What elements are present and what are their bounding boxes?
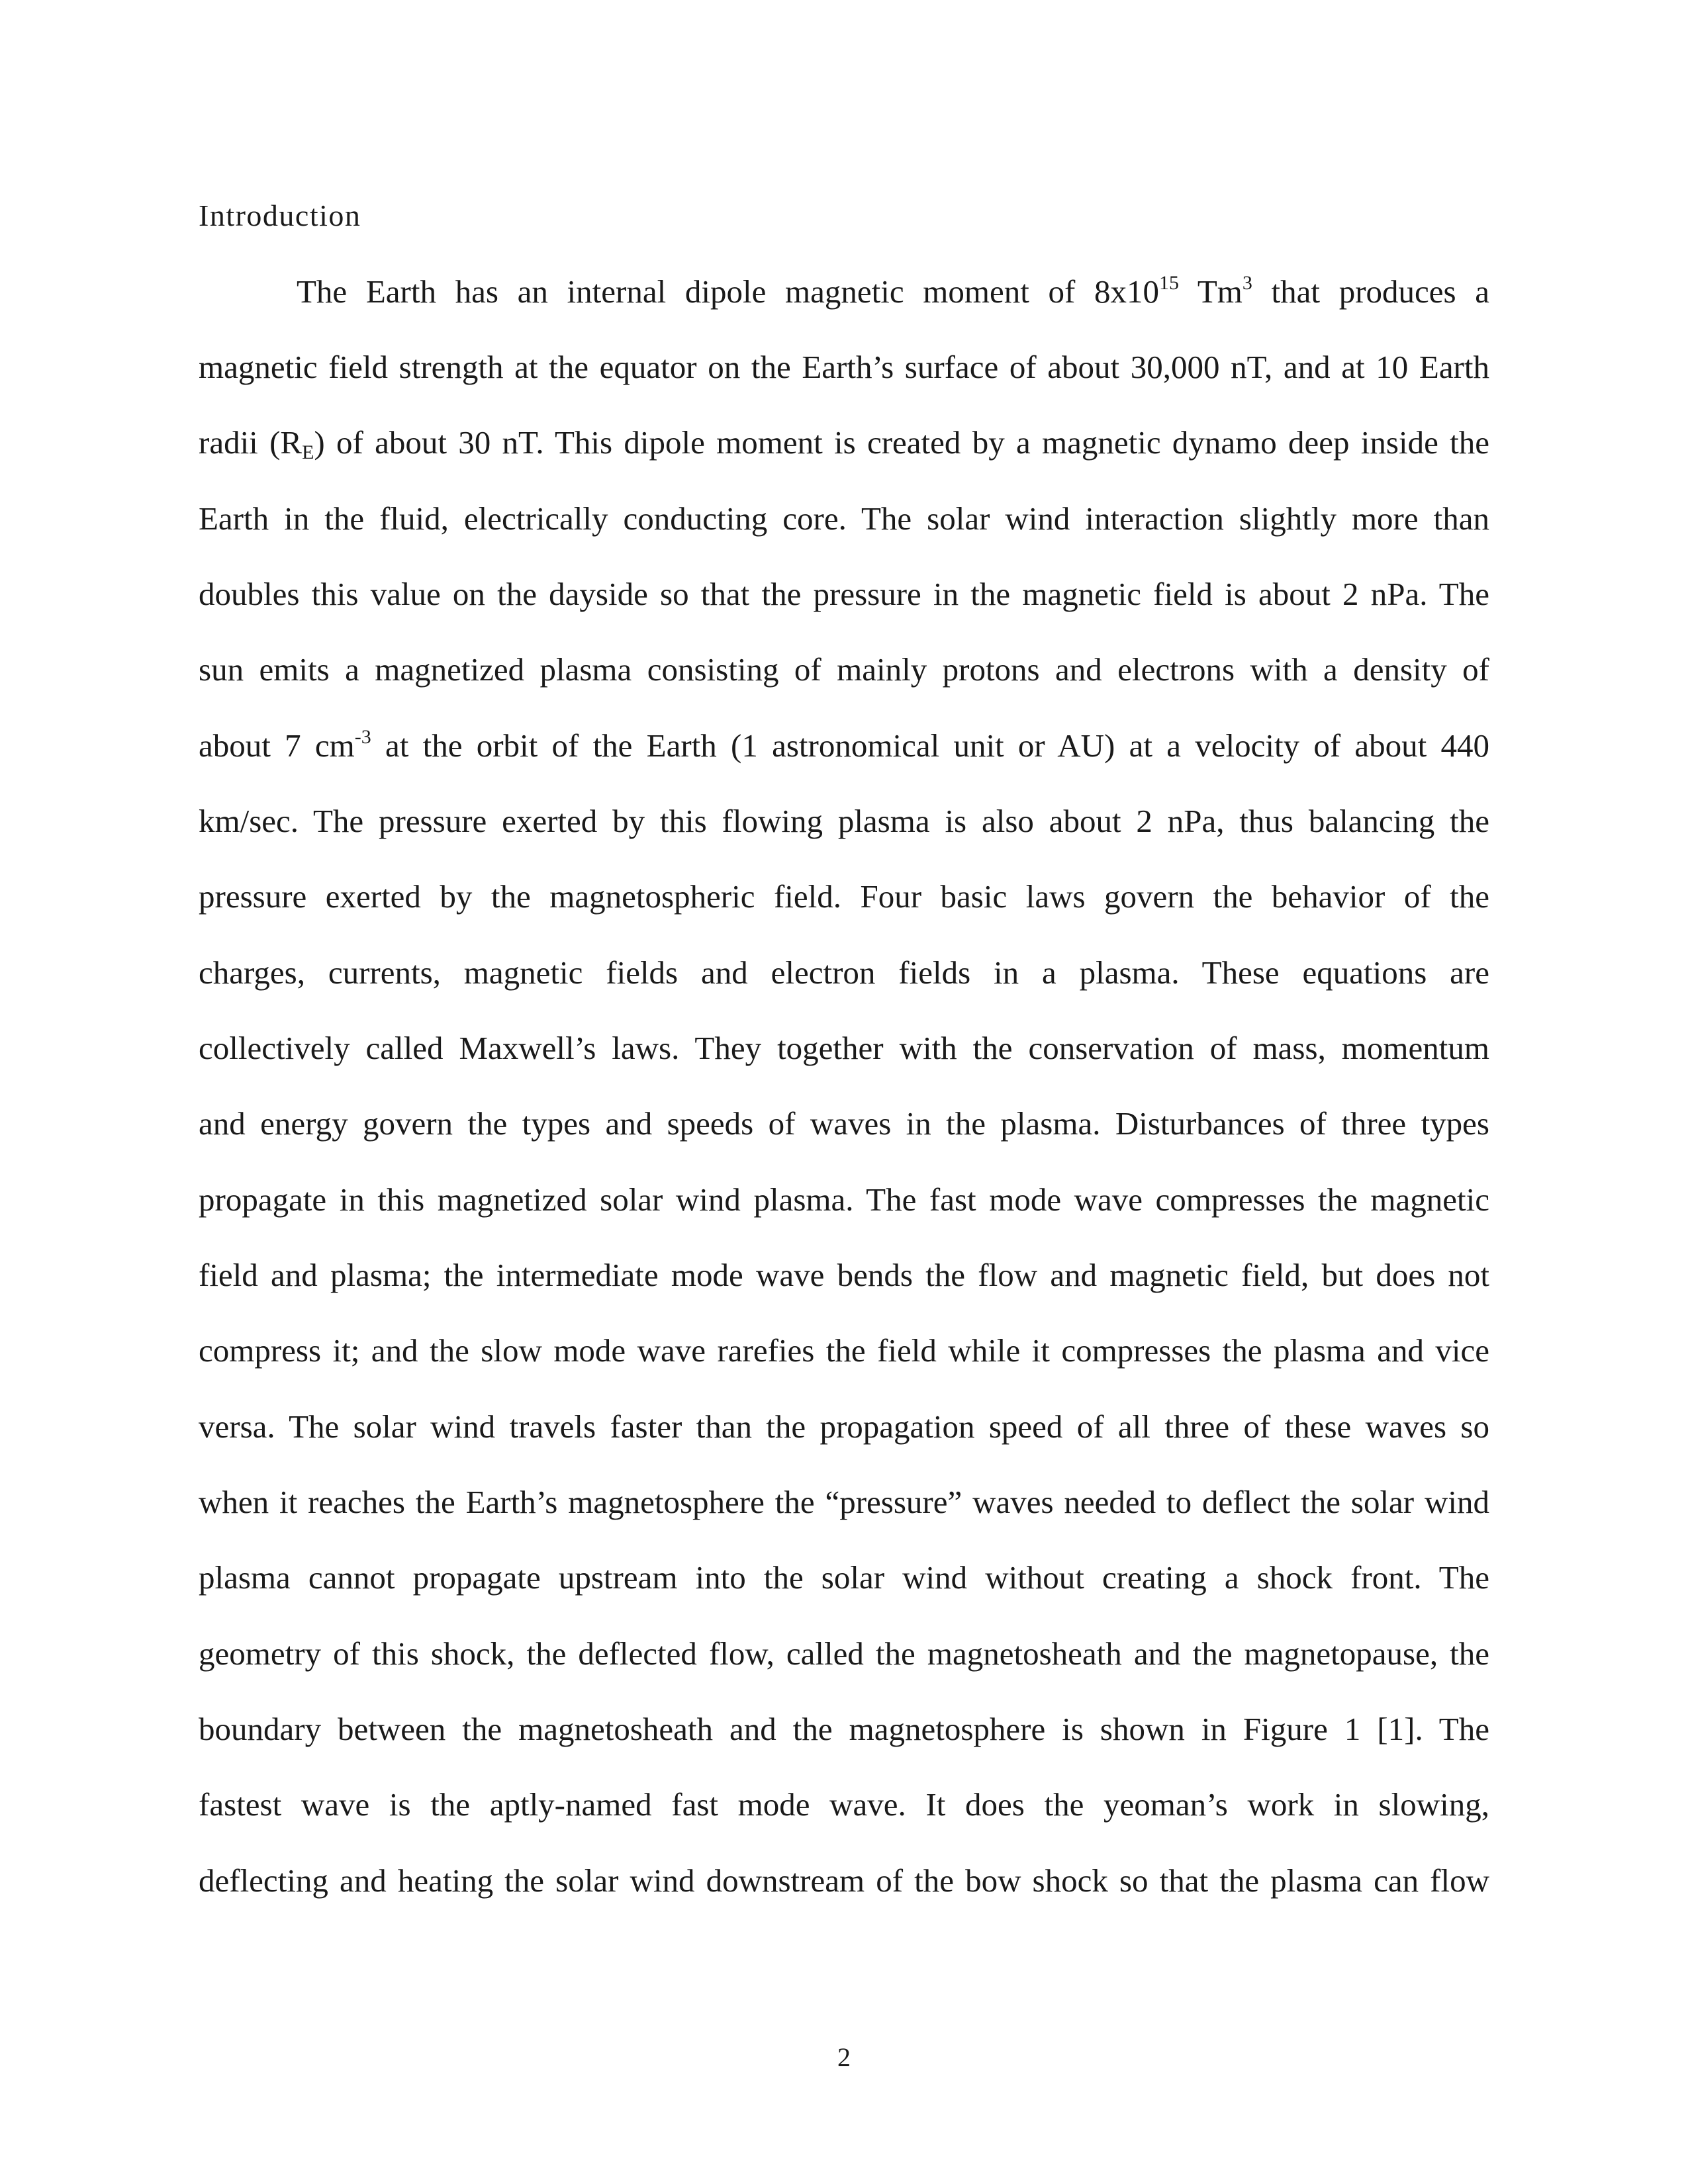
paragraph-line: Earth in the fluid, electrically conducting core. The solar wind interaction slightly more than — [199, 500, 1489, 537]
text-run: radii (R — [199, 424, 303, 461]
paragraph-line — [199, 423, 1489, 463]
paragraph-line: km/sec. The pressure exerted by this flowing plasma is also about 2 nPa, thus balancing the — [199, 803, 1489, 839]
paragraph-line: fastest wave is the aptly-named fast mode wave. It does the yeoman’s work in slowing, — [199, 1786, 1489, 1823]
paragraph-line: collectively called Maxwell’s laws. They together with the conservation of mass, momentum — [199, 1030, 1489, 1066]
paragraph-line — [199, 726, 1489, 766]
paragraph-line: pressure exerted by the magnetospheric field. Four basic laws govern the behavior of the — [199, 878, 1489, 915]
paragraph-line: magnetic field strength at the equator on the Earth’s surface of about 30,000 nT, and at 10 Earth — [199, 349, 1489, 385]
text-run: about 7 cm — [199, 727, 355, 764]
page-number: 2 — [837, 2042, 851, 2072]
paragraph-line: and energy govern the types and speeds of waves in the plasma. Disturbances of three types — [199, 1105, 1489, 1142]
section-heading: Introduction — [199, 199, 361, 232]
paragraph-line: compress it; and the slow mode wave rarefies the field while it compresses the plasma and vice — [199, 1332, 1489, 1369]
paragraph-line: field and plasma; the intermediate mode wave bends the flow and magnetic field, but does not — [199, 1257, 1489, 1293]
text-run: Tm — [1179, 273, 1243, 310]
text-run: at the orbit of the Earth (1 astronomical unit or AU) at a velocity of about 440 — [371, 727, 1489, 764]
text-run: that produces a — [1252, 273, 1489, 310]
paragraph-line: versa. The solar wind travels faster than the propagation speed of all three of these waves so — [199, 1408, 1489, 1445]
superscript: 3 — [1242, 272, 1252, 294]
text-run: The Earth has an internal dipole magnetic moment of 8x10 — [297, 273, 1160, 310]
paragraph-line: plasma cannot propagate upstream into the solar wind without creating a shock front. The — [199, 1559, 1489, 1596]
paragraph-line: geometry of this shock, the deflected flow, called the magnetosheath and the magnetopause, the — [199, 1635, 1489, 1672]
text-run: ) of about 30 nT. This dipole moment is created by a magnetic dynamo deep inside the — [314, 424, 1489, 461]
superscript: 15 — [1159, 272, 1180, 294]
paragraph-line: when it reaches the Earth’s magnetosphere the “pressure” waves needed to deflect the solar wind — [199, 1484, 1489, 1520]
paragraph-line: boundary between the magnetosheath and the magnetosphere is shown in Figure 1 [1]. The — [199, 1711, 1489, 1747]
paragraph-line: doubles this value on the dayside so that the pressure in the magnetic field is about 2 nPa. The — [199, 576, 1489, 612]
paragraph-line: charges, currents, magnetic fields and electron fields in a plasma. These equations are — [199, 954, 1489, 991]
paragraph-line — [297, 272, 1489, 312]
superscript: -3 — [354, 726, 371, 748]
paragraph-line: sun emits a magnetized plasma consisting of mainly protons and electrons with a density of — [199, 651, 1489, 688]
paragraph-line: deflecting and heating the solar wind downstream of the bow shock so that the plasma can flow — [199, 1862, 1489, 1899]
paragraph-line: propagate in this magnetized solar wind plasma. The fast mode wave compresses the magnetic — [199, 1181, 1489, 1218]
subscript: E — [302, 441, 314, 463]
